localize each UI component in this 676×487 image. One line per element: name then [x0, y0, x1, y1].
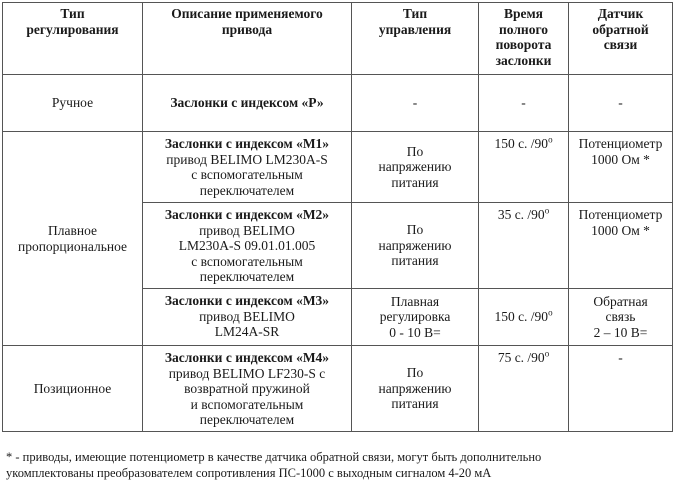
cell-sensor-m4: -: [569, 346, 673, 432]
cell-description-m3: Заслонки с индексом «М3» привод BELIMO LM24A-SR: [143, 289, 352, 346]
header-regulation-type: Тип регулирования: [3, 3, 143, 75]
cell-description-m1: Заслонки с индексом «М1» привод BELIMO LM230A-S с вспомогательным переключателем: [143, 132, 352, 203]
cell-description-m2: Заслонки с индексом «М2» привод BELIMO LM230A-S 09.01.01.005 с вспомогательным переключателем: [143, 203, 352, 289]
cell-control-m2: По напряжению питания: [352, 203, 479, 289]
cell-sensor-m1: Потенциометр 1000 Ом *: [569, 132, 673, 203]
cell-time-m2: 35 с. $/90^о$: [479, 203, 569, 289]
cell-sensor-manual: -: [569, 75, 673, 132]
cell-time-m3: 150 с. $/90^о$: [479, 289, 569, 346]
cell-control-m4: По напряжению питания: [352, 346, 479, 432]
header-feedback-sensor: Датчик обратной связи: [569, 3, 673, 75]
cell-sensor-m2: Потенциометр 1000 Ом *: [569, 203, 673, 289]
header-row: [3, 3, 673, 75]
cell-time-m4: 75 с. $/90^о$: [479, 346, 569, 432]
footnote-line-1: * - приводы, имеющие потенциометр в качестве датчика обратной связи, могут быть дополнительно: [6, 450, 542, 464]
cell-control-manual: -: [352, 75, 479, 132]
footnote: [6, 449, 670, 481]
table-row-manual: [3, 75, 673, 132]
cell-sensor-m3: Обратная связь 2 – 10 В=: [569, 289, 673, 346]
cell-type-manual: Ручное: [3, 75, 143, 132]
cell-description-manual: Заслонки с индексом «Р»: [143, 75, 352, 132]
footnote-line-2: укомплектованы преобразователем сопротивления ПС-1000 с выходным сигналом 4-20 мА: [6, 466, 492, 480]
cell-time-manual: -: [479, 75, 569, 132]
table-row-m4: [3, 346, 673, 432]
cell-type-smooth: Плавное пропорциональное: [3, 132, 143, 346]
actuator-spec-table: [2, 2, 673, 432]
cell-control-m3: Плавная регулировка 0 - 10 В=: [352, 289, 479, 346]
cell-type-positional: Позиционное: [3, 346, 143, 432]
cell-control-m1: По напряжению питания: [352, 132, 479, 203]
cell-time-m1: 150 с. $/90^о$: [479, 132, 569, 203]
header-drive-description: Описание применяемого привода: [143, 3, 352, 75]
cell-description-m4: Заслонки с индексом «М4» привод BELIMO LF230-S с возвратной пружиной и вспомогательным переключателем: [143, 346, 352, 432]
header-control-type: Тип управления: [352, 3, 479, 75]
header-rotation-time: Время полного поворота заслонки: [479, 3, 569, 75]
table-row-m1: [3, 132, 673, 203]
